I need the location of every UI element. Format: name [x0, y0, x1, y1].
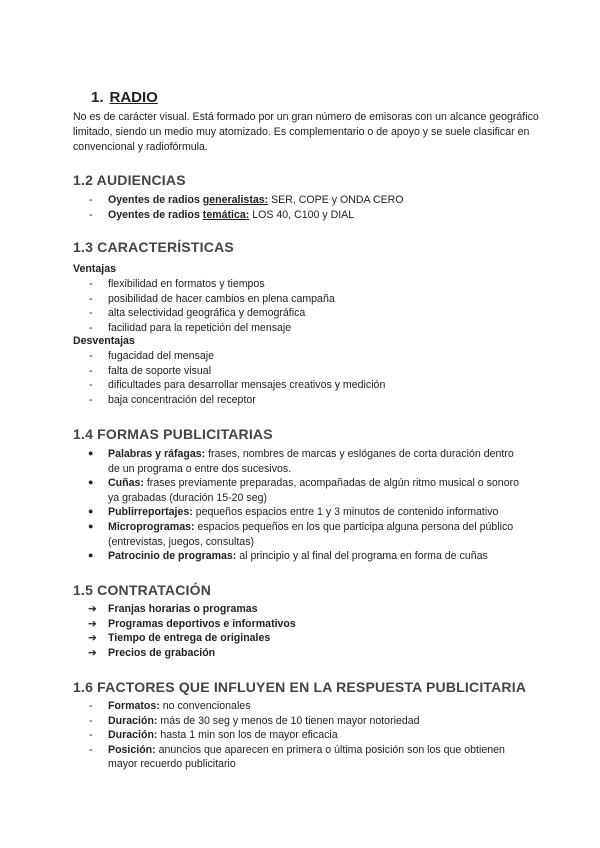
arrow-icon: ➔	[88, 632, 97, 645]
heading-formas: 1.4 FORMAS PUBLICITARIAS	[73, 426, 273, 442]
list-item: ● Cuñas: frases previamente preparadas, acompañadas de algún ritmo musical o sonoro ya grabadas (duración 15-20 seg)	[88, 477, 520, 504]
list-item: - Oyentes de radios temática: LOS 40, C100 y DIAL	[89, 208, 355, 221]
arrow-icon: ➔	[88, 617, 97, 630]
intro-paragraph: No es de carácter visual. Está formado por un gran número de emisoras con un alcance geográfico limitado, siendo un medio muy atomizado. Es complementario o de apoyo y se suele clasificar en convencional y radiofórmula.	[73, 111, 539, 154]
list-item: - posibilidad de hacer cambios en plena campaña	[89, 292, 335, 305]
list-item: - dificultades para desarrollar mensajes creativos y medición	[89, 379, 386, 392]
list-item: - flexibilidad en formatos y tiempos	[89, 278, 265, 290]
list-item: ● Patrocinio de programas: al principio y al final del programa en forma de cuñas	[88, 550, 488, 563]
arrow-icon: ➔	[88, 603, 97, 615]
heading-factores: 1.6 FACTORES QUE INFLUYEN EN LA RESPUESTA PUBLICITARIA	[73, 679, 527, 695]
list-item: - Oyentes de radios generalistas: SER, COPE y ONDA CERO	[89, 194, 404, 206]
heading-contratacion: 1.5 CONTRATACIÓN	[73, 582, 212, 598]
list-item: ● Palabras y ráfagas: frases, nombres de marcas y eslóganes de corta duración dentro de un programa o entre dos sucesivos.	[88, 448, 514, 475]
list-item: ➔ Programas deportivos e informativos	[88, 617, 296, 630]
audiencias-list	[89, 193, 548, 222]
title-text: RADIO	[109, 89, 158, 106]
list-item: ➔ Franjas horarias o programas	[88, 603, 258, 615]
contratacion-list	[88, 602, 548, 660]
list-item: ● Microprogramas: espacios pequeños en los que participa alguna persona del público (entrevistas, juegos, consultas)	[88, 520, 514, 548]
list-item: - Duración: hasta 1 min son los de mayor eficacia	[89, 729, 338, 742]
ventajas-label: Ventajas	[73, 263, 116, 275]
list-item: ➔ Precios de grabación	[88, 646, 216, 659]
formas-list	[88, 447, 526, 564]
desventajas-list	[89, 349, 548, 407]
factores-list	[89, 699, 528, 772]
heading-caracteristicas: 1.3 CARACTERÍSTICAS	[73, 239, 234, 255]
heading-audiencias: 1.2 AUDIENCIAS	[73, 172, 186, 188]
dash-marker: -	[89, 208, 93, 221]
list-item: - Formatos: no convencionales	[89, 700, 251, 712]
bullet-marker: ●	[88, 448, 94, 458]
page-title	[91, 89, 158, 106]
list-item: - alta selectividad geográfica y demográfica	[89, 307, 306, 320]
ventajas-list	[89, 277, 548, 335]
desventajas-label: Desventajas	[73, 335, 135, 347]
dash-marker: -	[89, 194, 93, 206]
list-item: ➔ Tiempo de entrega de originales	[88, 632, 271, 645]
list-item: - facilidad para la repetición del mensaje	[89, 321, 292, 334]
list-item: - Posición: anuncios que aparecen en primera o última posición son los que obtienen mayor recuerdo publicitario	[89, 743, 505, 771]
list-item: - baja concentración del receptor	[89, 393, 256, 406]
list-item: - falta de soporte visual	[89, 364, 212, 377]
arrow-icon: ➔	[88, 646, 97, 659]
list-item: - fugacidad del mensaje	[89, 350, 215, 362]
title-number: 1.	[91, 89, 104, 106]
list-item: ● Publirreportajes: pequeños espacios entre 1 y 3 minutos de contenido informativo	[88, 506, 499, 519]
list-item: - Duración: más de 30 seg y menos de 10 tienen mayor notoriedad	[89, 714, 420, 727]
